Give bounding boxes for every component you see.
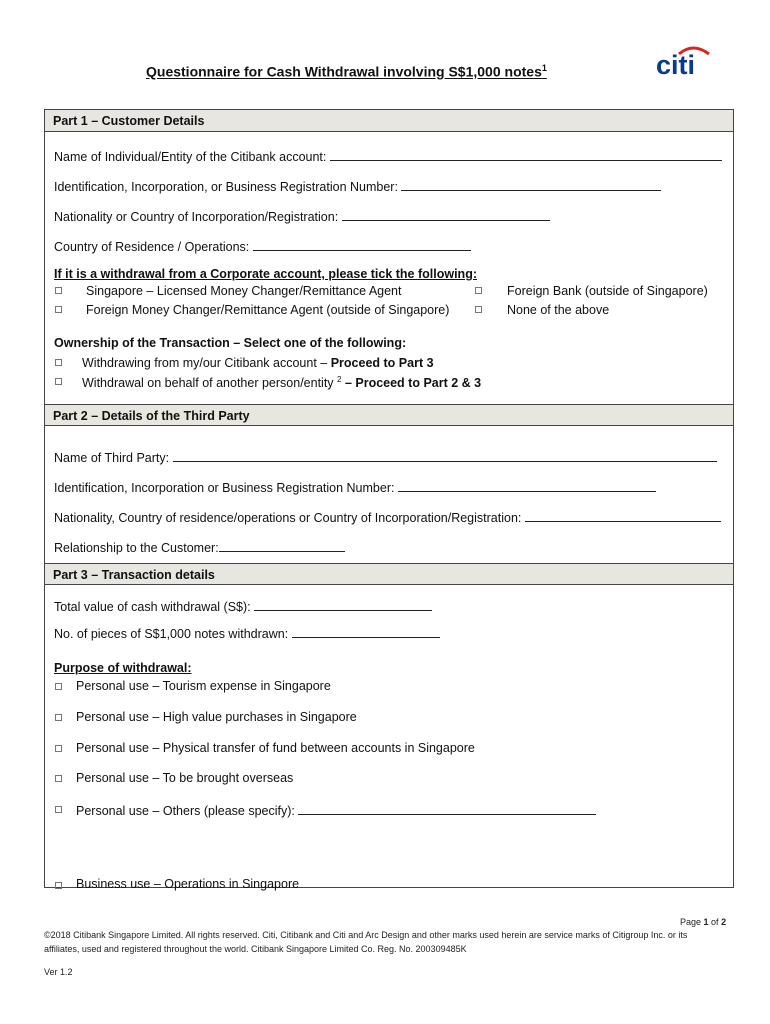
checkbox-purpose-others[interactable] [55,806,62,813]
part3-heading: Part 3 – Transaction details [45,563,733,585]
copyright-line-2: affiliates, used and registered throughout the world. Citibank Singapore Limited Co. Reg. No. 200309485K [44,944,467,954]
checkbox-none[interactable] [475,306,482,313]
option-on-behalf: Withdrawal on behalf of another person/entity $^2$ – Proceed to Part 2 & 3 [82,375,482,391]
note-pieces-field[interactable]: No. of pieces of S$1,000 notes withdrawn: [54,625,440,641]
purpose-tourism: Personal use – Tourism expense in Singapore [76,679,331,693]
checkbox-sg-money-changer[interactable] [55,287,62,294]
option-none: None of the above [507,303,610,317]
purpose-transfer: Personal use – Physical transfer of fund between accounts in Singapore [76,741,475,755]
questionnaire-form [44,109,734,891]
checkbox-purpose-business[interactable] [55,882,62,889]
third-party-name-field[interactable]: Name of Third Party: [54,449,717,465]
customer-id-field[interactable]: Identification, Incorporation, or Business Registration Number: [54,178,661,194]
checkbox-purpose-transfer[interactable] [55,745,62,752]
purpose-business: Business use – Operations in Singapore [76,877,300,891]
option-foreign-money-changer: Foreign Money Changer/Remittance Agent (outside of Singapore) [86,303,450,317]
checkbox-on-behalf[interactable] [55,378,62,385]
part1-heading: Part 1 – Customer Details [45,110,733,132]
svg-text:citi: citi [656,50,696,76]
corporate-heading: If it is a withdrawal from a Corporate account, please tick the following: [54,267,477,281]
option-own-account: Withdrawing from my/our Citibank account – Proceed to Part 3 [82,356,434,370]
checkbox-own-account[interactable] [55,359,62,366]
part2-heading: Part 2 – Details of the Third Party [45,404,733,426]
relationship-field[interactable]: Relationship to the Customer: [54,539,345,555]
customer-nationality-field[interactable]: Nationality or Country of Incorporation/Registration: [54,208,550,224]
purpose-others[interactable]: Personal use – Others (please specify): [76,802,596,818]
purpose-heading: Purpose of withdrawal: [54,661,192,675]
third-party-nationality-field[interactable]: Nationality, Country of residence/operations or Country of Incorporation/Registration: [54,509,721,525]
customer-residence-field[interactable]: Country of Residence / Operations: [54,238,471,254]
ownership-heading: Ownership of the Transaction – Select one of the following: [54,336,407,350]
version-label: Ver 1.2 [44,967,73,977]
footnote-marker: 1 [541,63,547,73]
checkbox-foreign-bank[interactable] [475,287,482,294]
checkbox-purpose-tourism[interactable] [55,683,62,690]
customer-name-field[interactable]: Name of Individual/Entity of the Citibank account: [54,148,722,164]
purpose-high-value: Personal use – High value purchases in Singapore [76,710,357,724]
option-sg-money-changer: Singapore – Licensed Money Changer/Remittance Agent [86,284,402,298]
total-value-field[interactable]: Total value of cash withdrawal (S$): [54,598,432,614]
citi-logo-icon [655,44,711,76]
checkbox-purpose-overseas[interactable] [55,775,62,782]
checkbox-purpose-high-value[interactable] [55,714,62,721]
checkbox-foreign-money-changer[interactable] [55,306,62,313]
option-foreign-bank: Foreign Bank (outside of Singapore) [507,284,708,298]
document-title: Questionnaire for Cash Withdrawal involving S$1,000 notes$^1$ [146,63,547,80]
copyright-line-1: ©2018 Citibank Singapore Limited. All rights reserved. Citi, Citibank and Citi and Arc Design and other marks used herein are service marks of Citigroup Inc. or its [44,930,688,940]
page-number: Page 1 of 2 [680,917,727,927]
third-party-id-field[interactable]: Identification, Incorporation or Business Registration Number: [54,479,656,495]
purpose-overseas: Personal use – To be brought overseas [76,771,294,785]
